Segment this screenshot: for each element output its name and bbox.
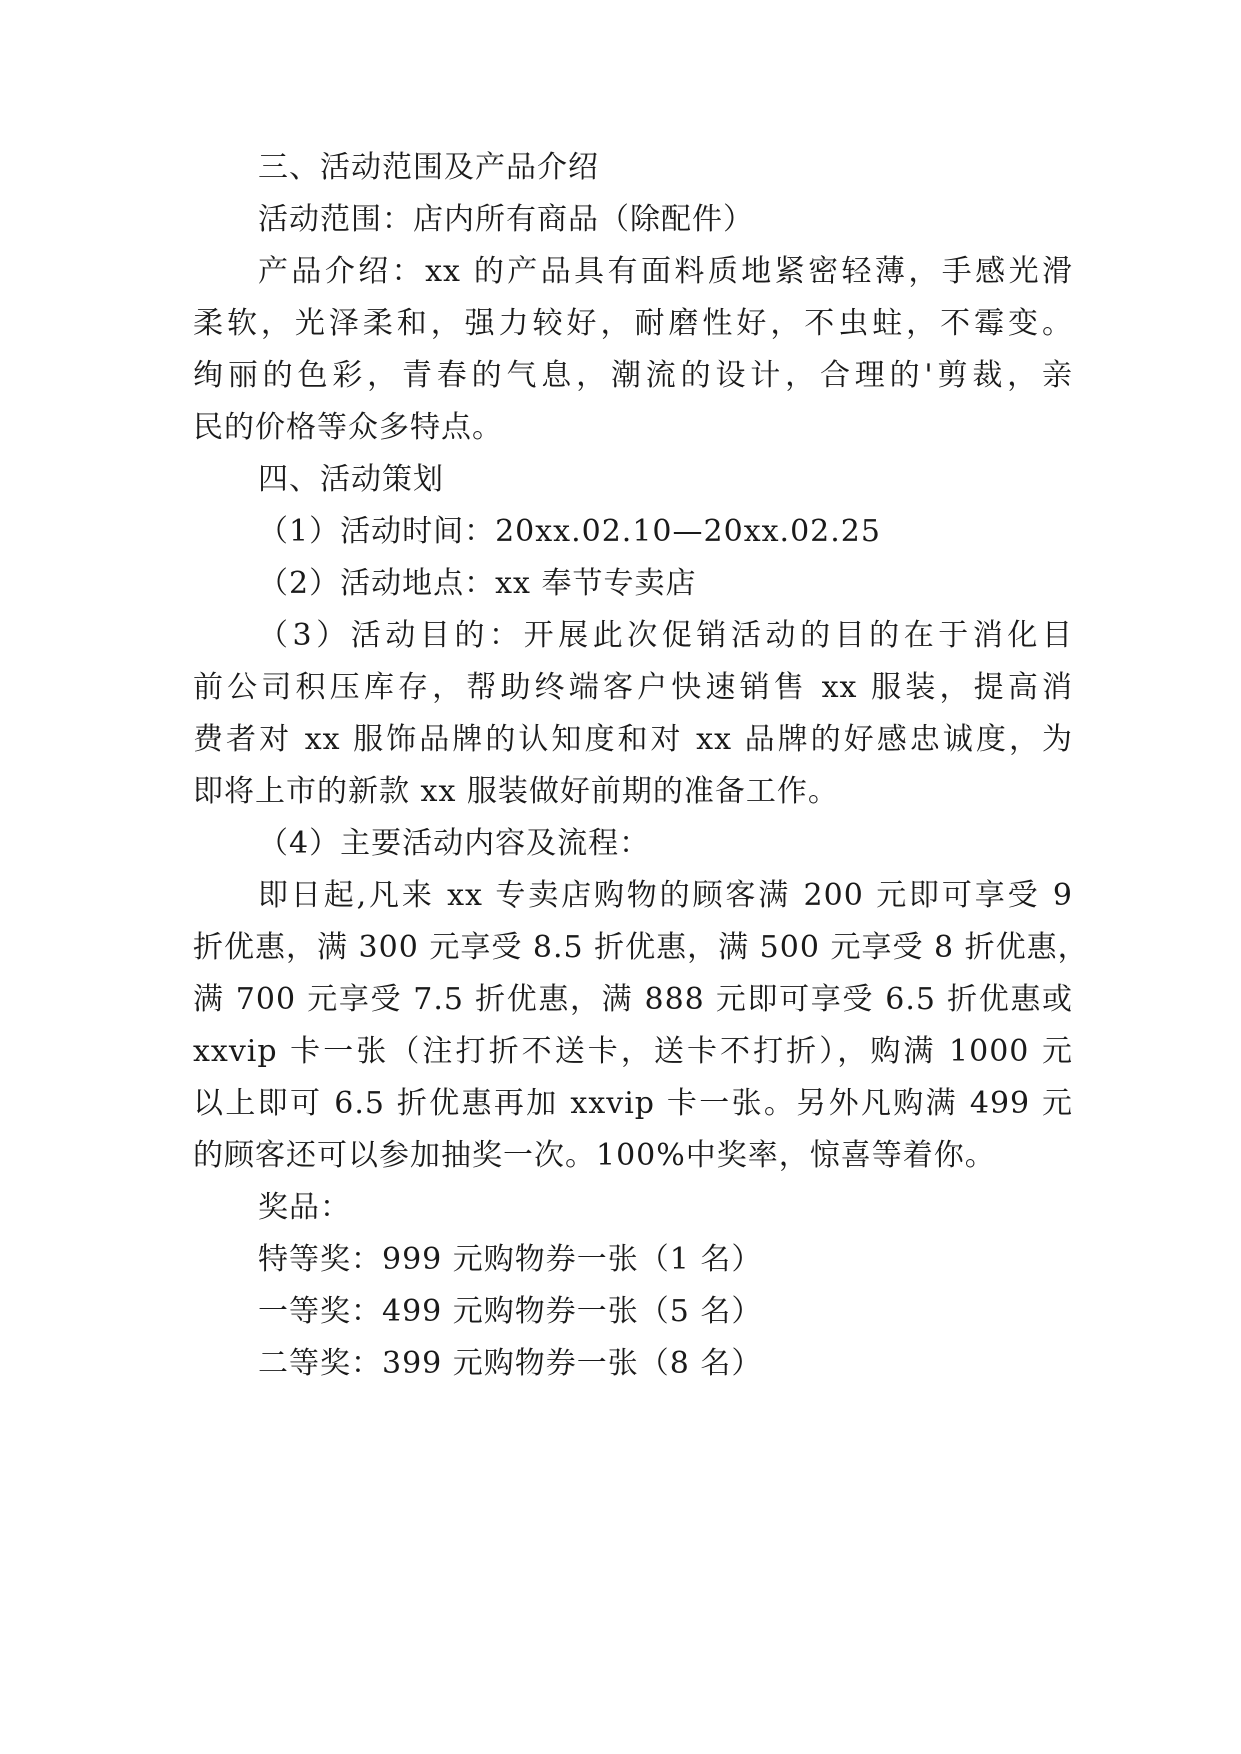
place-line: （2）活动地点：xx 奉节专卖店 bbox=[258, 566, 697, 601]
prizes-heading: 奖品： bbox=[258, 1190, 351, 1225]
product-intro-line: 产品介绍：xx 的产品具有面料质地紧密轻薄，手感光滑 bbox=[258, 254, 1073, 289]
content-heading: （4）主要活动内容及流程： bbox=[258, 826, 651, 861]
content-line: 折优惠，满 300 元享受 8.5 折优惠，满 500 元享受 8 折优惠， bbox=[193, 930, 1089, 965]
product-intro-line: 民的价格等众多特点。 bbox=[193, 410, 503, 445]
purpose-line: 费者对 xx 服饰品牌的认知度和对 xx 品牌的好感忠诚度，为 bbox=[193, 722, 1073, 757]
product-intro-line: 绚丽的色彩，青春的气息，潮流的设计，合理的'剪裁，亲 bbox=[193, 358, 1073, 393]
scope-line: 活动范围：店内所有商品（除配件） bbox=[258, 202, 754, 237]
content-line: 的顾客还可以参加抽奖一次。100%中奖率，惊喜等着你。 bbox=[193, 1138, 996, 1173]
purpose-line: （3）活动目的：开展此次促销活动的目的在于消化目 bbox=[258, 618, 1073, 653]
prize-item: 二等奖：399 元购物券一张（8 名） bbox=[258, 1346, 763, 1381]
section-heading-scope: 三、活动范围及产品介绍 bbox=[258, 150, 599, 185]
section-heading-plan: 四、活动策划 bbox=[258, 462, 444, 497]
prize-item: 特等奖：999 元购物券一张（1 名） bbox=[258, 1242, 763, 1277]
content-line: 以上即可 6.5 折优惠再加 xxvip 卡一张。另外凡购满 499 元 bbox=[193, 1086, 1073, 1121]
purpose-line: 即将上市的新款 xx 服装做好前期的准备工作。 bbox=[193, 774, 839, 809]
content-line: 即日起,凡来 xx 专卖店购物的顾客满 200 元即可享受 9 bbox=[258, 878, 1073, 913]
product-intro-line: 柔软，光泽柔和，强力较好，耐磨性好，不虫蛀，不霉变。 bbox=[193, 306, 1073, 341]
purpose-line: 前公司积压库存，帮助终端客户快速销售 xx 服装，提高消 bbox=[193, 670, 1073, 705]
content-line: xxvip 卡一张（注打折不送卡，送卡不打折），购满 1000 元 bbox=[193, 1034, 1073, 1069]
content-line: 满 700 元享受 7.5 折优惠，满 888 元即可享受 6.5 折优惠或 bbox=[193, 982, 1073, 1017]
prize-item: 一等奖：499 元购物券一张（5 名） bbox=[258, 1294, 763, 1329]
time-line: （1）活动时间：20xx.02.10—20xx.02.25 bbox=[258, 514, 881, 549]
